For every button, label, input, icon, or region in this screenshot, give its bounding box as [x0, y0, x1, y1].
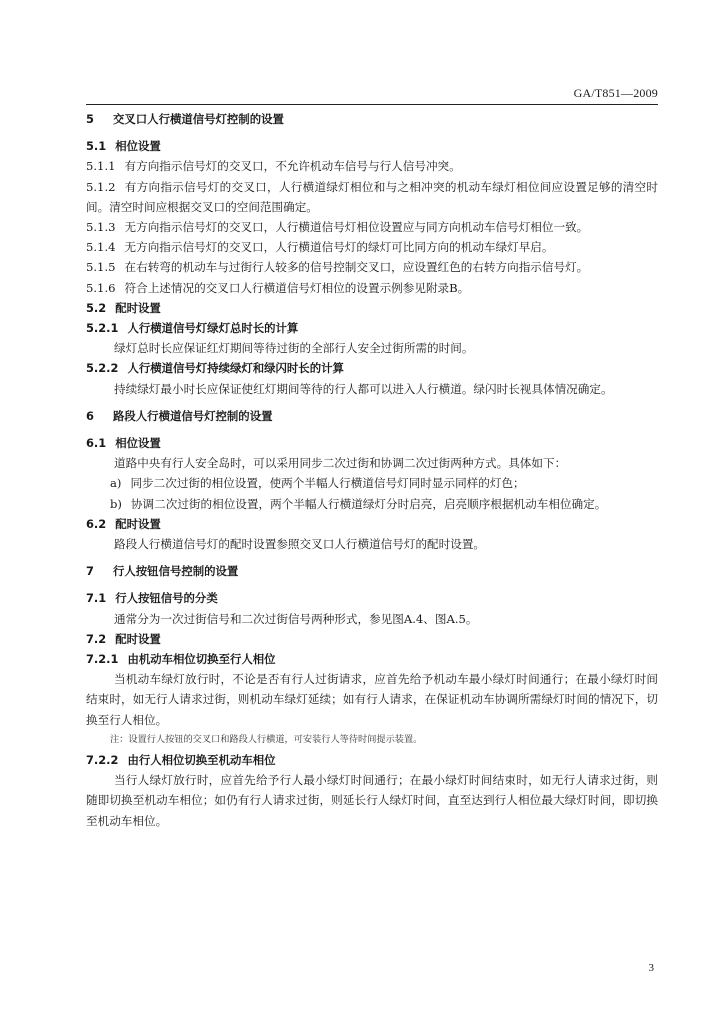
- section-6-1-heading: [86, 433, 658, 453]
- clause-7-1-text: 通常分为一次过街信号和二次过街信号两种形式，参见图A.4、图A.5。: [114, 611, 478, 626]
- section-title: 配时设置: [115, 631, 161, 646]
- section-number: 5: [86, 112, 94, 126]
- section-title: 相位设置: [115, 139, 161, 154]
- clause-text: 有方向指示信号灯的交叉口，人行横道绿灯相位和与之相冲突的机动车绿灯相位间应设置足够的清空时间。清空时间应根据交叉口的空间范围确定。: [86, 179, 658, 214]
- clause-number: 5.1.5: [86, 260, 116, 275]
- clause-7-2-1-text: 当机动车绿灯放行时，不论是否有行人过街请求，应首先给予机动车最小绿灯时间通行；在最小绿灯时间结束时，如无行人请求过街，则机动车绿灯延续；如有行人请求，在保证机动车协调所需绿灯时间的情况下，切换至行人相位。: [86, 672, 658, 727]
- section-title: 由机动车相位切换至行人相位: [127, 652, 276, 667]
- clause-text: 无方向指示信号灯的交叉口，人行横道信号灯的绿灯可比同方向的机动车绿灯早启。: [124, 240, 554, 255]
- clause-5-1-1: [86, 156, 658, 176]
- section-number: 5.2: [86, 300, 107, 315]
- clause-text: 有方向指示信号灯的交叉口，不允许机动车信号与行人信号冲突。: [124, 159, 461, 174]
- section-title: 路段人行横道信号灯控制的设置: [113, 408, 273, 423]
- section-title: 行人按钮信号控制的设置: [113, 564, 239, 579]
- clause-5-1-6: [86, 278, 658, 298]
- section-number: 6.2: [86, 516, 107, 531]
- clause-5-1-4: [86, 237, 658, 257]
- section-title: 行人按钮信号的分类: [115, 591, 218, 606]
- section-7-1-heading: [86, 588, 658, 608]
- list-item-label: b): [110, 496, 122, 511]
- clause-number: 5.1.4: [86, 240, 116, 255]
- document-id: GA/T851—2009: [573, 86, 658, 100]
- section-7-heading: [86, 561, 658, 581]
- clause-number: 5.1.1: [86, 159, 116, 174]
- section-7-2-2-heading: [86, 750, 658, 770]
- clause-text: 无方向指示信号灯的交叉口，人行横道信号灯相位设置应与同方向机动车信号灯相位一致。: [124, 220, 589, 235]
- clause-6-1-text: 道路中央有行人安全岛时，可以采用同步二次过街和协调二次过街两种方式。具体如下：: [114, 456, 567, 471]
- clause-7-2-2-text: 当行人绿灯放行时，应首先给予行人最小绿灯时间通行；在最小绿灯时间结束时，如无行人请求过街，则随即切换至机动车相位；如仍有行人请求过街，则延长行人绿灯时间，直至达到行人相位最大绿灯时间，即切换至机动车相位。: [86, 773, 658, 828]
- section-title: 相位设置: [115, 436, 161, 451]
- clause-5-1-3: [86, 217, 658, 237]
- clause-5-2-2-text: 持续绿灯最小时长应保证使红灯期间等待的行人都可以进入人行横道。绿闪时长视具体情况确定。: [114, 381, 613, 396]
- section-number: 7.2.2: [86, 752, 119, 767]
- list-item-text: 同步二次过街的相位设置，使两个半幅人行横道信号灯同时显示同样的灯色；: [130, 476, 525, 491]
- header-rule: [86, 104, 658, 105]
- section-number: 7.2.1: [86, 652, 119, 667]
- section-number: 5.1: [86, 139, 107, 154]
- section-number: 5.2.1: [86, 321, 119, 336]
- list-item: [86, 473, 658, 493]
- page-number: 3: [648, 962, 654, 974]
- section-7-2-1-heading: [86, 649, 658, 669]
- clause-number: 5.1.3: [86, 220, 116, 235]
- section-title: 配时设置: [115, 300, 161, 315]
- section-7-2-heading: [86, 629, 658, 649]
- list-item-label: a): [110, 476, 122, 491]
- section-title: 交叉口人行横道信号灯控制的设置: [113, 112, 284, 126]
- note-text: 注：设置行人按钮的交叉口和路段人行横道，可安装行人等待时间提示装置。: [110, 733, 423, 745]
- clause-text: 符合上述情况的交叉口人行横道信号灯相位的设置示例参见附录B。: [124, 280, 470, 295]
- section-5-1-heading: [86, 136, 658, 156]
- section-number: 5.2.2: [86, 361, 119, 376]
- list-item: [86, 494, 658, 514]
- list-item-text: 协调二次过街的相位设置，两个半幅人行横道绿灯分时启亮，启亮顺序根据机动车相位确定。: [130, 496, 607, 511]
- clause-5-2-1-text: 绿灯总时长应保证红灯期间等待过街的全部行人安全过街所需的时间。: [114, 341, 474, 356]
- section-5-2-1-heading: [86, 318, 658, 338]
- clause-number: 5.1.2: [86, 179, 116, 194]
- section-number: 7.1: [86, 591, 107, 606]
- section-6-heading: [86, 406, 658, 426]
- section-6-2-heading: [86, 514, 658, 534]
- section-5-2-2-heading: [86, 358, 658, 378]
- section-title: 人行横道信号灯绿灯总时长的计算: [127, 321, 299, 336]
- clause-number: 5.1.6: [86, 280, 116, 295]
- section-5-heading: [86, 109, 658, 129]
- clause-text: 在右转弯的机动车与过街行人较多的信号控制交叉口，应设置红色的右转方向指示信号灯。: [124, 260, 589, 275]
- section-title: 人行横道信号灯持续绿灯和绿闪时长的计算: [127, 361, 344, 376]
- section-number: 6: [86, 408, 94, 423]
- section-5-2-heading: [86, 298, 658, 318]
- section-title: 配时设置: [115, 516, 161, 531]
- document-body: [86, 109, 658, 831]
- clause-6-2-text: 路段人行横道信号灯的配时设置参照交叉口人行横道信号灯的配时设置。: [114, 537, 486, 552]
- section-title: 由行人相位切换至机动车相位: [127, 752, 276, 767]
- clause-5-1-5: [86, 257, 658, 277]
- clause-5-1-2: [86, 177, 658, 217]
- section-number: 7.2: [86, 631, 107, 646]
- section-number: 6.1: [86, 436, 107, 451]
- section-number: 7: [86, 564, 94, 579]
